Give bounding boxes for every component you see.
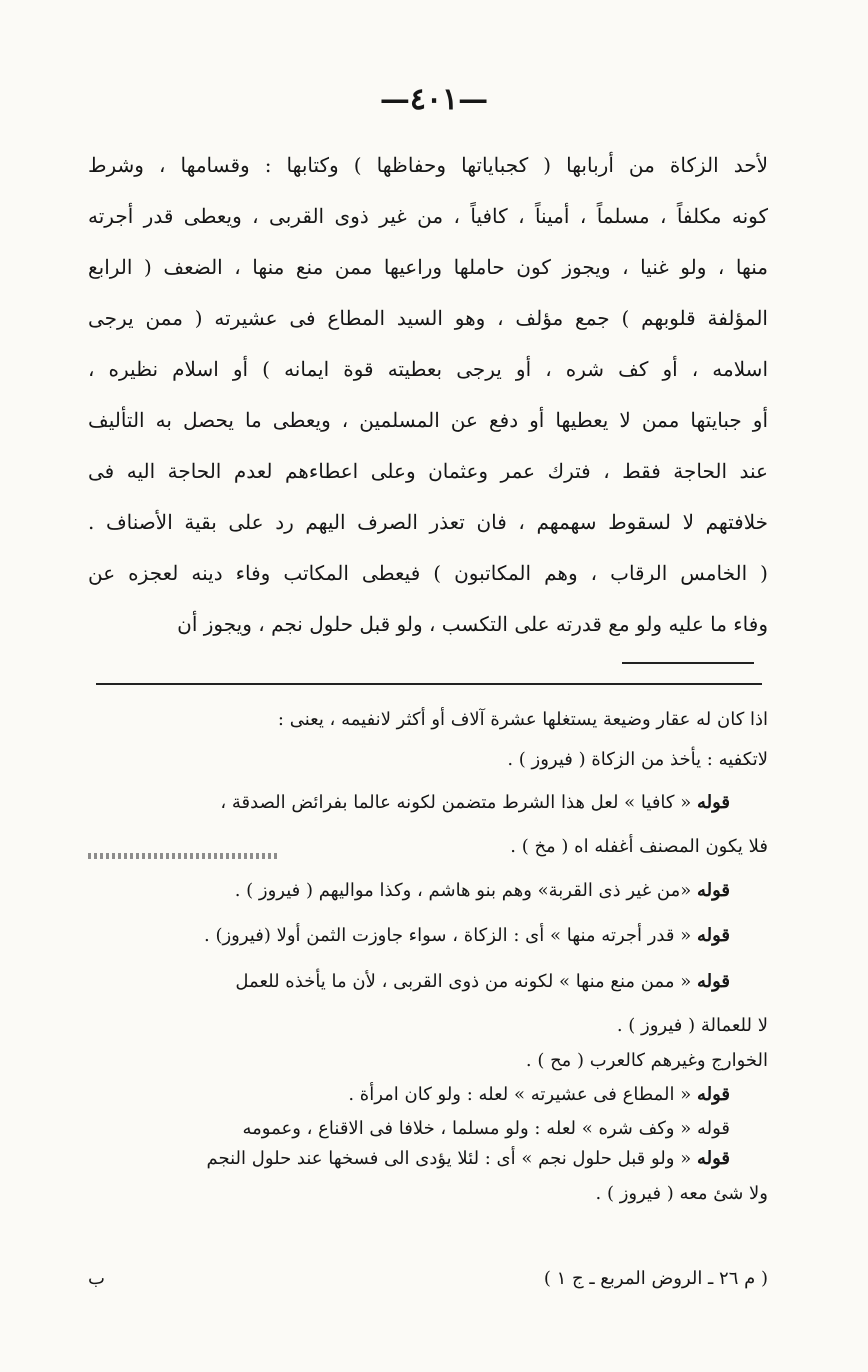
main-line: كونه مكلفاً ، مسلماً ، أميناً ، كافياً ، من غير ذوى القربى ، ويعطى قدر أجرته bbox=[88, 204, 768, 228]
main-line: المؤلفة قلوبهم ) جمع مؤلف ، وهو السيد المطاع فى عشيرته ( ممن يرجى bbox=[88, 306, 768, 330]
footnote-line: قوله « ولو قبل حلول نجم » أى : لئلا يؤدى الى فسخها عند حلول النجم bbox=[206, 1148, 730, 1169]
main-line: عند الحاجة فقط ، فترك عمر وعثمان وعلى اعطاءهم لعدم الحاجة اليه فى bbox=[88, 459, 768, 483]
footnote-line: الخوارج وغيرهم كالعرب ( مح ) . bbox=[525, 1050, 768, 1071]
footnotes bbox=[88, 700, 768, 1214]
main-line: ( الخامس الرقاب ، وهم المكاتبون ) فيعطى المكاتب وفاء دينه لعجزه عن bbox=[88, 561, 768, 585]
page-number: —٤٠١— bbox=[379, 82, 489, 117]
footnote-line: لا للعمالة ( فيروز ) . bbox=[616, 1015, 768, 1036]
main-line: خلافتهم لا لسقوط سهمهم ، فان تعذر الصرف اليهم رد على بقية الأصناف . bbox=[88, 510, 768, 534]
footnote-line: قوله « قدر أجرته منها » أى : الزكاة ، سواء جاوزت الثمن أولا (فيروز) . bbox=[204, 925, 730, 946]
footnote-line: قوله « ممن منع منها » لكونه من ذوى القربى ، لأن ما يأخذه للعمل bbox=[235, 971, 730, 992]
print-smudge bbox=[88, 853, 278, 859]
footnote-line: قوله «من غير ذى القربة» وهم بنو هاشم ، وكذا مواليهم ( فيروز ) . bbox=[234, 880, 730, 901]
footnote-line: لاتكفيه : يأخذ من الزكاة ( فيروز ) . bbox=[507, 749, 768, 770]
footnote-line: قوله « كافيا » لعل هذا الشرط متضمن لكونه عالما بفرائض الصدقة ، bbox=[220, 792, 730, 813]
footnote-line: فلا يكون المصنف أغفله اه ( مخ ) . bbox=[510, 836, 768, 857]
footnote-line: قوله « وكف شره » لعله : ولو مسلما ، خلافا فى الاقناع ، وعمومه bbox=[242, 1118, 730, 1139]
divider-short bbox=[622, 662, 754, 664]
main-line: وفاء ما عليه ولو مع قدرته على التكسب ، ولو قبل حلول نجم ، ويجوز أن bbox=[177, 612, 768, 636]
main-line: لأحد الزكاة من أربابها ( كجباياتها وحفاظها ) وكتابها : وقسامها ، وشرط bbox=[88, 153, 768, 177]
footnote-line: اذا كان له عقار وضيعة يستغلها عشرة آلاف أو أكثر لانفيمه ، يعنى : bbox=[277, 709, 768, 730]
main-text bbox=[88, 140, 768, 650]
page-footer bbox=[88, 1264, 768, 1294]
source-reference: ( م ٢٦ ـ الروض المربع ـ ج ١ ) bbox=[543, 1268, 768, 1289]
main-line: أو جبايتها ممن لا يعطيها أو دفع عن المسلمين ، ويعطى ما يحصل به التأليف bbox=[88, 408, 768, 432]
footnote-line: قوله « المطاع فى عشيرته » لعله : ولو كان امرأة . bbox=[348, 1084, 730, 1105]
footnote-divider bbox=[96, 683, 762, 685]
main-line: اسلامه ، أو كف شره ، أو يرجى بعطيته قوة ايمانه ) أو اسلام نظيره ، bbox=[88, 357, 768, 381]
main-line: منها ، ولو غنيا ، ويجوز كون حاملها وراعيها ممن منع منها ، الضعف ( الرابع bbox=[88, 255, 768, 279]
signature-mark: ب bbox=[88, 1268, 105, 1289]
footnote-line: ولا شئ معه ( فيروز ) . bbox=[595, 1183, 768, 1204]
